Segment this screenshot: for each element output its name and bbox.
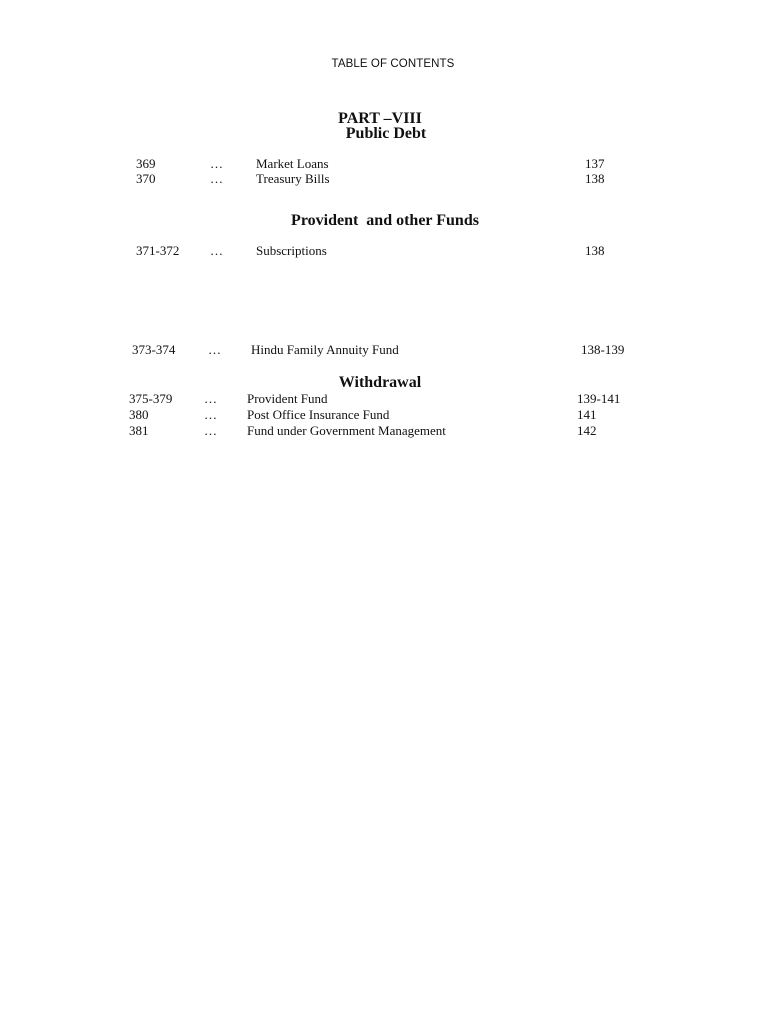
leader-dots: … [204, 423, 217, 438]
entry-subject: Treasury Bills [256, 171, 330, 186]
leader-dots: … [204, 391, 217, 406]
provident-funds-heading: Provident and other Funds [291, 212, 479, 229]
toc-row [0, 407, 770, 422]
section-number: 381 [129, 423, 149, 438]
section-number: 370 [136, 171, 156, 186]
toc-row [0, 423, 770, 438]
toc-row [0, 171, 770, 186]
entry-subject: Fund under Government Management [247, 423, 446, 438]
page-number: 137 [585, 156, 605, 171]
section-number: 369 [136, 156, 156, 171]
withdrawal-heading: Withdrawal [338, 374, 422, 391]
toc-row [0, 342, 770, 357]
page-number: 138 [585, 171, 605, 186]
toc-row [0, 156, 770, 171]
entry-subject: Subscriptions [256, 243, 327, 258]
page-number: 138-139 [581, 342, 625, 357]
page-number: 142 [577, 423, 597, 438]
page-number: 138 [585, 243, 605, 258]
toc-row [0, 391, 770, 406]
page-number: 141 [577, 407, 597, 422]
leader-dots: … [210, 156, 223, 171]
leader-dots: … [208, 342, 221, 357]
entry-subject: Provident Fund [247, 391, 328, 406]
entry-subject: Market Loans [256, 156, 329, 171]
section-number: 380 [129, 407, 149, 422]
entry-subject: Post Office Insurance Fund [247, 407, 390, 422]
section-number: 373-374 [132, 342, 176, 357]
section-number: 375-379 [129, 391, 173, 406]
public-debt-heading: Public Debt [345, 125, 427, 142]
leader-dots: … [204, 407, 217, 422]
leader-dots: … [210, 171, 223, 186]
entry-subject: Hindu Family Annuity Fund [251, 342, 399, 357]
page-number: 139-141 [577, 391, 621, 406]
part-heading: PART –VIII [338, 110, 422, 127]
section-number: 371-372 [136, 243, 180, 258]
toc-row [0, 243, 770, 258]
page-title: TABLE OF CONTENTS [331, 58, 455, 70]
leader-dots: … [210, 243, 223, 258]
